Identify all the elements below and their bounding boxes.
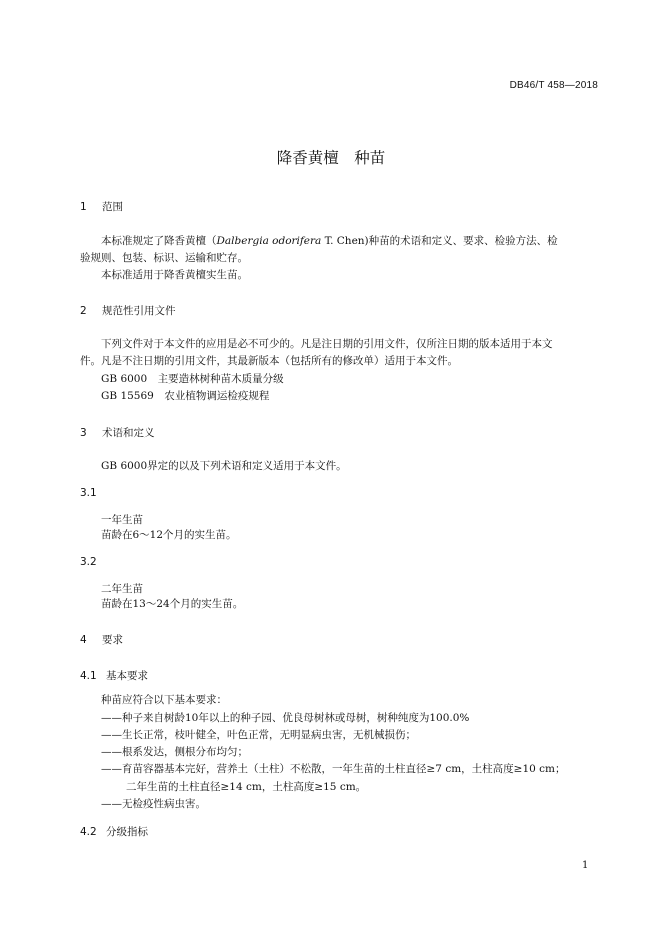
list-item: ——育苗容器基本完好，营养土（土柱）不松散，一年生苗的土柱直径≥7 cm，土柱高度≥10 cm； <box>101 763 566 775</box>
list-item: ——根系发达，侧根分布均匀； <box>101 746 248 758</box>
section-number: 4.1 <box>80 670 97 682</box>
list-item: ——生长正常，枝叶健全，叶色正常，无明显病虫害，无机械损伤； <box>101 729 416 741</box>
subsection-4-1-heading <box>80 668 148 683</box>
section-2-heading <box>80 303 176 318</box>
section-title: 规范性引用文件 <box>102 305 176 317</box>
paragraph: 下列文件对于本文件的应用是必不可少的。凡是注日期的引用文件，仅所注日期的版本适用于本文 <box>101 338 553 350</box>
list-item: ——无检疫性病虫害。 <box>101 798 206 810</box>
term-number: 3.1 <box>80 487 97 499</box>
section-title: 术语和定义 <box>102 427 155 439</box>
paragraph: 种苗应符合以下基本要求： <box>101 694 227 706</box>
section-number: 4.2 <box>80 826 97 838</box>
page-number: 1 <box>582 860 589 871</box>
text-span: T. Chen)种苗的术语和定义、要求、检验方法、检 <box>321 235 558 247</box>
paragraph-continuation: 件。凡是不注日期的引用文件，其最新版本（包括所有的修改单）适用于本文件。 <box>80 355 458 367</box>
reference-item: GB 6000 主要造林树种苗木质量分级 <box>101 373 284 385</box>
subsection-4-2-heading <box>80 824 148 839</box>
section-title: 要求 <box>102 634 123 646</box>
paragraph <box>101 233 558 251</box>
section-title: 基本要求 <box>106 670 148 682</box>
latin-name: Dalbergia odorifera <box>216 235 322 247</box>
paragraph: GB 6000界定的以及下列术语和定义适用于本文件。 <box>101 460 347 472</box>
term-number: 3.2 <box>80 556 97 568</box>
reference-item: GB 15569 农业植物调运检疫规程 <box>101 390 270 402</box>
paragraph-continuation: 验规则、包装、标识、运输和贮存。 <box>80 252 248 264</box>
text-span: 本标准规定了降香黄檀（ <box>101 235 217 247</box>
term-name: 一年生苗 <box>101 514 143 526</box>
section-number: 1 <box>80 201 87 213</box>
section-title: 分级指标 <box>106 826 148 838</box>
section-1-heading <box>80 199 123 214</box>
section-4-heading <box>80 632 123 647</box>
list-item: ——种子来自树龄10年以上的种子园、优良母树林或母树，树种纯度为100.0% <box>101 712 470 724</box>
term-definition: 苗龄在13～24个月的实生苗。 <box>101 598 244 610</box>
term-definition: 苗龄在6～12个月的实生苗。 <box>101 529 237 541</box>
section-3-heading <box>80 425 155 440</box>
term-name: 二年生苗 <box>101 583 143 595</box>
section-title: 范围 <box>102 201 123 213</box>
standard-code: DB46/T 458—2018 <box>509 80 598 91</box>
list-item-continuation: 二年生苗的土柱直径≥14 cm，土柱高度≥15 cm。 <box>126 781 367 793</box>
section-number: 2 <box>80 305 87 317</box>
document-title: 降香黄檀 种苗 <box>276 149 386 167</box>
paragraph: 本标准适用于降香黄檀实生苗。 <box>101 269 248 281</box>
section-number: 3 <box>80 427 87 439</box>
section-number: 4 <box>80 634 87 646</box>
